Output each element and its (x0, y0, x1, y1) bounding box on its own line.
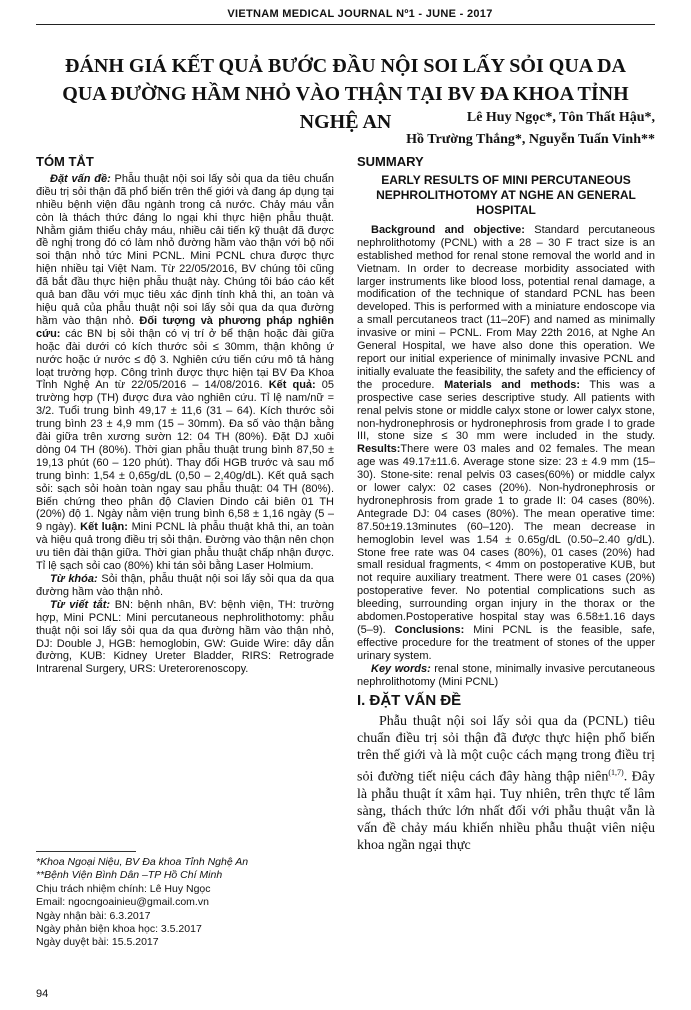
label-materials: Materials and methods: (444, 378, 580, 391)
text-results: There were 03 males and 02 females. The mean age was 49.17±11.6. Average stone size: 23 ± 4.9 mm (15–30). Stone-site: renal pelvis 03 cases(60%) or middle calyx or lower calyx: 02 cases (20%). Non-hydronephrosis or hydronephrosis from grade 1 to grade II: 04 cases (80%). Antegrade DJ: 04 cases (80%). The mean operative time: 87.50±19.13minutes (60–120). The mean decrease in hemoglobin level was 1.54 ± 0.65g/dL (0.50–2.40 g/dL). Stone free rate was 04 cases (80%), 01 cases (20%) had small residual fragments, < 4mm on postoperative KUB, but not require auxiliary treatment. There were 01 cases (20%) postoperative fever. No potential complications such as bleeding, surrounding organ injury in the thorax or the abdomen.Postoperative hospital stay was 6.58±1.16 days (5–9). (357, 443, 655, 636)
text-background: Standard percutaneous nephrolithotomy (PCNL) with a 28 – 30 F tract size is an established method for renal stone removal the world and in Vietnam. In order to decrease morbidity associated with larger instruments like blood loss, potential renal damage, a modification of the technique of standard PCNL has been developed. This is performed with a miniature endoscope via a small percutaneos tract (11–20F) and named as minimally invasive or mini – PCNL. From May 22th 2016, at Nghe An General Hospital, we have also done this operation. We report our initial experience of minimally invasive PCNL and initially evaluate the feasibility, the safety and the efficiency of the procedure. (357, 223, 655, 391)
abstract-paragraph (36, 173, 334, 573)
journal-header: VIETNAM MEDICAL JOURNAL Nº1 - JUNE - 2017 (227, 8, 493, 20)
label-doi-tuong: Đối tượng và phương pháp nghiên cứu: (36, 314, 334, 340)
text-ket-luan: Mini PCNL là phẫu thuật khả thi, an toàn và hiệu quả trong điều trị sỏi thận. Đường vào thận nên chọn ưu tiên đài thận giữa. Thời gian phẫu thuật chấp nhận được. Tỉ lệ sạch sỏi cao (80%) khi tán sỏi bằng Laser Holmium. (36, 521, 334, 573)
text-ket-qua: 05 trường hợp (TH) được đưa vào nghiên cứu. Tỉ lệ nam/nữ = 3/2. Tuổi trung bình 49,17 ± 11,6 (31 – 64). Kích thước sỏi trung bình 23 ± 4,9 mm (15 – 30mm). Đa số vào thận bằng đài giữa trên xương sườn 12: 04 TH (80%). Đặt DJ xuôi dòng 04 TH (80%). Thời gian phẫu thuật trung bình 87,50 ± 19,13 phút (60 – 120 phút). Thay đổi HGB trước và sau mổ trung bình: 1,54 ± 0,65g/dL (0,50 – 2,40g/dL). Kết quả sạch sỏi: sạch sỏi hoàn toàn ngay sau phẫu thuật: 04 TH (80%). Biến chứng theo phân độ Clavien Dindo cải biên 01 TH (20%) độ 1. Ngày nằm viện trung bình 6,58 ± 1,16 ngày (5 – 9 ngày). (36, 379, 335, 534)
label-results: Results: (357, 443, 401, 456)
label-ket-qua: Kết quả: (268, 379, 316, 392)
intro-reference: (1,7) (608, 768, 624, 778)
text-key-words: renal stone, minimally invasive percutaneous nephrolithotomy (Mini PCNL) (357, 662, 655, 688)
text-materials: This was a prospective case series descriptive study. All patients with renal pelvis stone or middle calyx stone or lower calyx stone, non-hydronephrosis or hydronephrosis from grade I to grade III, stone size ≤ 30 mm were included in the study. (357, 378, 656, 443)
summary-heading: SUMMARY (357, 154, 424, 169)
header-rule (36, 24, 655, 25)
text-doi-tuong: các BN bị sỏi thận có vị trí ở bể thận hoặc đài giữa hoặc đài dưới có kích thước sỏi ≤ 30mm, thận không ứ nước hoặc ứ nước ≤ độ 3. Nghiên cứu tiến cứu mô tả hàng loạt trường hợp. Công trình được thực hiện tại BV Đa Khoa Tỉnh Nghệ An từ 22/05/2016 – 14/08/2016. (36, 327, 334, 392)
title-line-2: QUA ĐƯỜNG HẦM NHỎ VÀO THẬN TẠI BV ĐA KHOA TỈNH NGHỆ AN (62, 83, 629, 133)
authors-line-1: Lê Huy Ngọc*, Tôn Thất Hậu*, (466, 110, 655, 125)
label-background: Background and objective: (371, 223, 525, 236)
text-tu-viet-tat: BN: bệnh nhân, BV: bệnh viện, TH: trường hợp, Mini PCNL: Mini percutaneous nephrolithotomy: phẫu thuật nội soi lấy sỏi qua da qua đường hầm vào thận nhỏ, DJ: Double J, HGB: hemoglobin, GW: Guide Wire: dây dẫn đường, KUB: Kidney Ureter Bladder, RIRS: Retrograde Intrarenal Surgery, URS: Ureterorenoscopy. (36, 598, 334, 676)
abbreviations-paragraph (36, 599, 334, 676)
left-column (36, 156, 334, 676)
intro-heading: I. ĐẶT VẤN ĐỀ (357, 691, 462, 709)
intro-text-a: Phẫu thuật nội soi lấy sỏi qua da (PCNL) tiêu chuẩn điều trị sỏi thận đã được thực hiện phổ biến trên thế giới và là một cuộc cách mạng trong điều trị sỏi đường tiết niệu cách đây hàng thập niên (357, 714, 655, 786)
intro-text-b: . Đây là phẫu thuật ít xâm hại. Tuy nhiên, trên thực tế lâm sàng, thách thức lớn nhất đối với phẫu thuật vẫn là vấn đề chảy máu khiến nhiều phẫu thuật viên niệu khoa ngần ngại thực (357, 770, 655, 854)
label-ket-luan: Kết luận: (80, 521, 128, 534)
summary-title: EARLY RESULTS OF MINI PERCUTANEOUS NEPHROLITHOTOMY AT NGHE AN GENERAL HOSPITAL (376, 172, 636, 217)
text-tu-khoa: Sỏi thận, phẫu thuật nội soi lấy sỏi qua da qua đường hầm vào thận nhỏ. (36, 573, 334, 598)
key-words-paragraph (357, 663, 655, 689)
right-column (357, 156, 655, 854)
footnote-corresponding: Chịu trách nhiệm chính: Lê Huy Ngọc (36, 882, 211, 895)
tom-tat-heading: TÓM TẮT (36, 154, 94, 169)
footnote-affiliation-1: *Khoa Ngoại Niệu, BV Đa khoa Tỉnh Nghệ An (36, 856, 249, 868)
title-line-1: ĐÁNH GIÁ KẾT QUẢ BƯỚC ĐẦU NỘI SOI LẤY SỎI QUA DA (65, 55, 626, 77)
label-tu-khoa: Từ khóa: (50, 573, 98, 585)
footnote-reviewed: Ngày phản biện khoa học: 3.5.2017 (36, 923, 202, 936)
intro-paragraph (357, 713, 655, 854)
text-dat-van-de: Phẫu thuật nội soi lấy sỏi qua da tiêu chuẩn điều trị sỏi thận đã phổ biến trên thế giới và đang áp dụng tại nhiều bệnh viện đầu ngành trong cả nước. Chảy máu vẫn còn là thách thức đáng lo ngại khi thực hiện phẫu thuật. Nhằm giảm thiểu chảy máu, nhiều cải tiến kỹ thuật đã được đề nghị trong đó có làm nhỏ đường hầm vào thận với bộ nối soi thận nhỏ tức Mini PCNL. Mini PCNL chưa được thực hiện nhiều tại Việt Nam. Từ 22/05/2016, BV chúng tôi cũng đã bắt đầu thực hiện phẫu thuật này. Chúng tôi báo cáo kết quả ban đầu với mục tiêu xác định tính khả thi, an toàn và hiệu quả của phẫu thuật nội soi lấy sỏi qua da qua đường hầm vào thận nhỏ. (36, 172, 334, 327)
label-conclusions: Conclusions: (394, 624, 465, 636)
footnote-affiliation-2: **Bệnh Viện Bình Dân –TP Hồ Chí Minh (36, 869, 223, 882)
authors-line-2: Hồ Trường Thắng*, Nguyễn Tuấn Vinh** (406, 132, 655, 147)
text-conclusions: Mini PCNL is the feasible, safe, effective procedure for the treatment of stones of the upper urinary system. (357, 624, 655, 662)
footnote-email: Email: ngocngoainieu@gmail.com.vn (36, 896, 209, 909)
label-dat-van-de: Đặt vấn đề: (50, 172, 111, 185)
label-tu-viet-tat: Từ viết tắt: (50, 598, 111, 611)
footnote-rule (36, 851, 136, 852)
footnote-accepted: Ngày duyệt bài: 15.5.2017 (36, 936, 159, 949)
label-key-words: Key words: (371, 662, 431, 675)
page-number: 94 (36, 988, 49, 1000)
summary-paragraph (357, 224, 655, 663)
footnotes (36, 856, 336, 950)
keywords-paragraph (36, 573, 334, 599)
footnote-received: Ngày nhận bài: 6.3.2017 (36, 909, 151, 922)
intro-section (357, 713, 655, 854)
